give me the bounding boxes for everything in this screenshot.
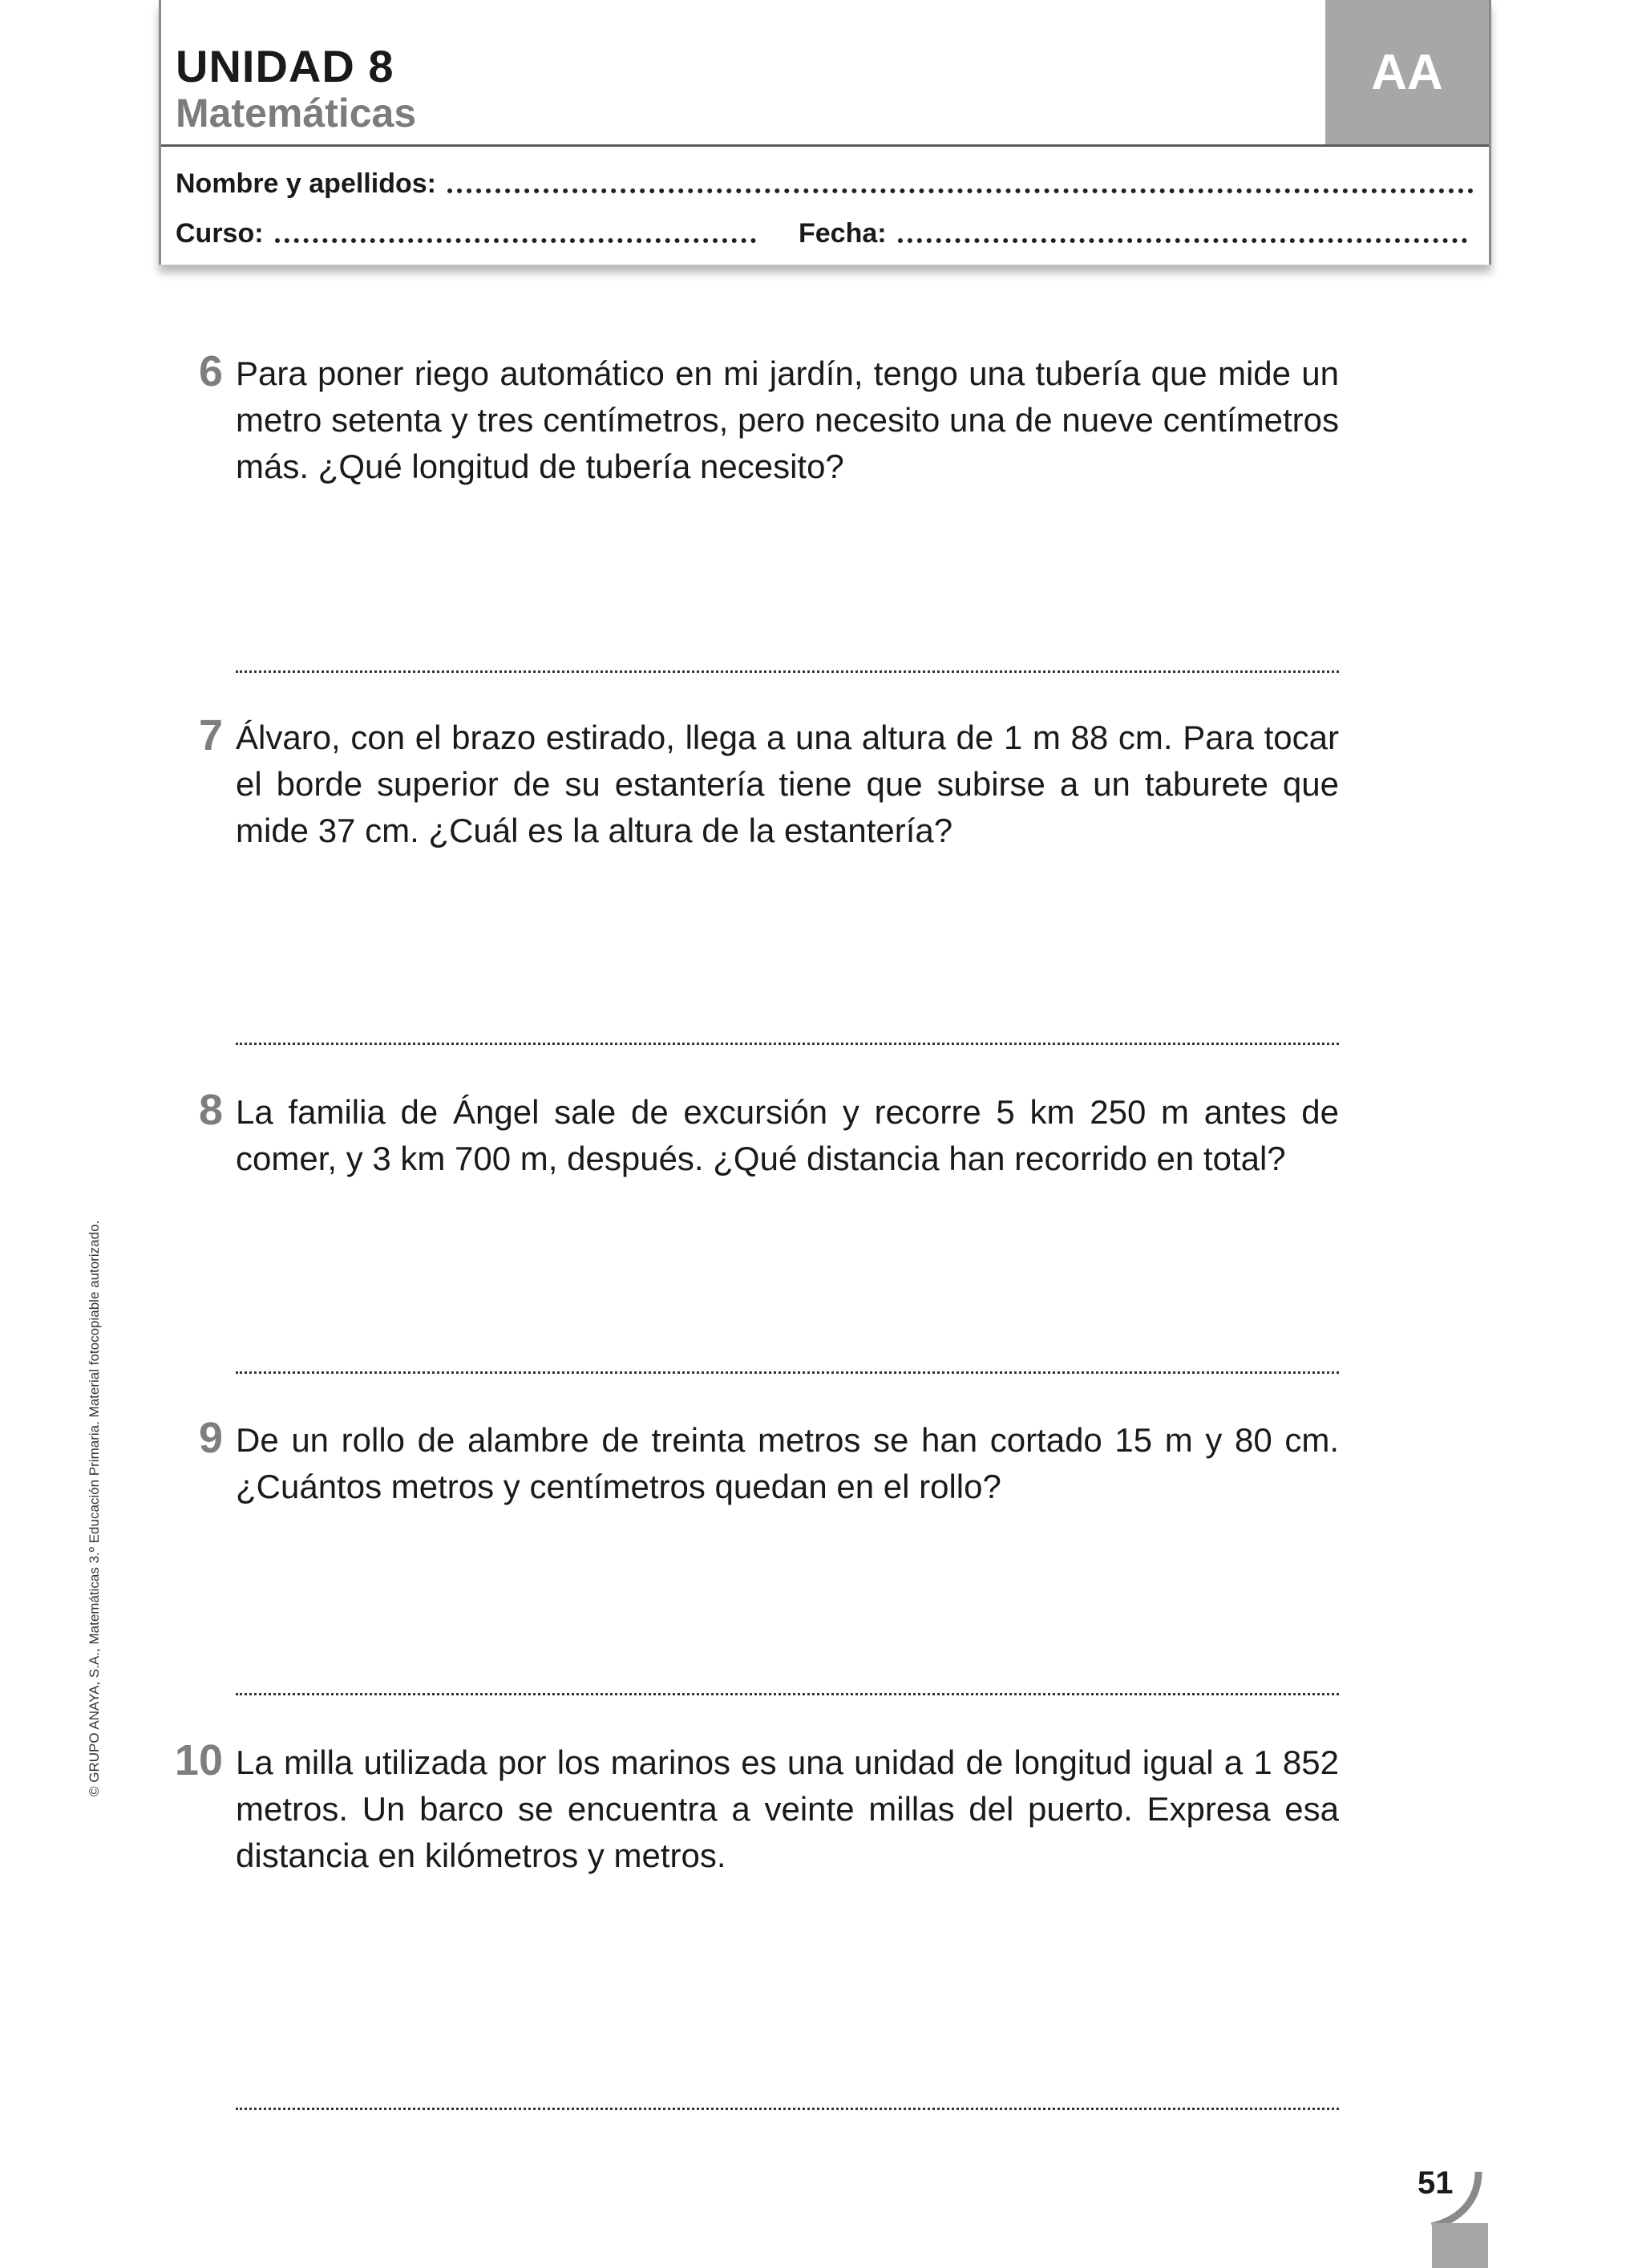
- exercise-number: 7: [198, 711, 223, 759]
- date-field[interactable]: [799, 218, 1467, 249]
- subject-title: Matemáticas: [176, 91, 417, 136]
- exercise-number: 9: [198, 1414, 223, 1462]
- exercise-statement: De un rollo de alambre de treinta metros se han cortado 15 m y 80 cm. ¿Cuántos metros y centímetros quedan en el rollo?: [236, 1421, 1339, 1505]
- name-field-label: Nombre y apellidos:: [176, 168, 436, 199]
- name-field[interactable]: [176, 168, 1474, 200]
- page-corner-curve-icon: [1429, 2172, 1485, 2228]
- course-field[interactable]: [176, 218, 756, 249]
- copyright-notice: © GRUPO ANAYA, S.A., Matemáticas 3.º Educación Primaria. Material fotocopiable autorizado.: [87, 1220, 102, 1796]
- page-tab: [1432, 2223, 1488, 2268]
- exercise-number: 10: [174, 1736, 223, 1784]
- date-field-line[interactable]: [898, 238, 1467, 243]
- exercise-number: 8: [198, 1086, 223, 1134]
- header-divider: [161, 144, 1489, 147]
- date-field-label: Fecha:: [799, 218, 887, 249]
- course-field-line[interactable]: [275, 238, 756, 243]
- unit-title: UNIDAD 8: [176, 41, 394, 91]
- level-badge: AA: [1325, 0, 1489, 144]
- name-field-line[interactable]: [447, 188, 1474, 193]
- exercise-number: 6: [198, 347, 223, 395]
- exercise-statement: La milla utilizada por los marinos es una unidad de longitud igual a 1 852 metros. Un barco se encuentra a veinte millas del puerto. Expresa esa distancia en kilómetros y metros.: [236, 1744, 1339, 1874]
- answer-line-9[interactable]: [236, 1693, 1339, 1695]
- answer-line-8[interactable]: [236, 1371, 1339, 1374]
- worksheet-header: [159, 0, 1491, 265]
- exercise-statement: Para poner riego automático en mi jardín, tengo una tubería que mide un metro setenta y tres centímetros, pero necesito una de nueve centímetros más. ¿Qué longitud de tubería necesito?: [236, 354, 1339, 485]
- exercise-statement: La familia de Ángel sale de excursión y recorre 5 km 250 m antes de comer, y 3 km 700 m, después. ¿Qué distancia han recorrido en total?: [236, 1093, 1339, 1177]
- answer-line-7[interactable]: [236, 1043, 1339, 1045]
- page-number: 51: [1418, 2165, 1454, 2201]
- exercise-statement: Álvaro, con el brazo estirado, llega a una altura de 1 m 88 cm. Para tocar el borde superior de su estantería tiene que subirse a un taburete que mide 37 cm. ¿Cuál es la altura de la estantería?: [236, 719, 1339, 849]
- answer-line-10[interactable]: [236, 2108, 1339, 2110]
- answer-line-6[interactable]: [236, 670, 1339, 673]
- course-field-label: Curso:: [176, 218, 264, 249]
